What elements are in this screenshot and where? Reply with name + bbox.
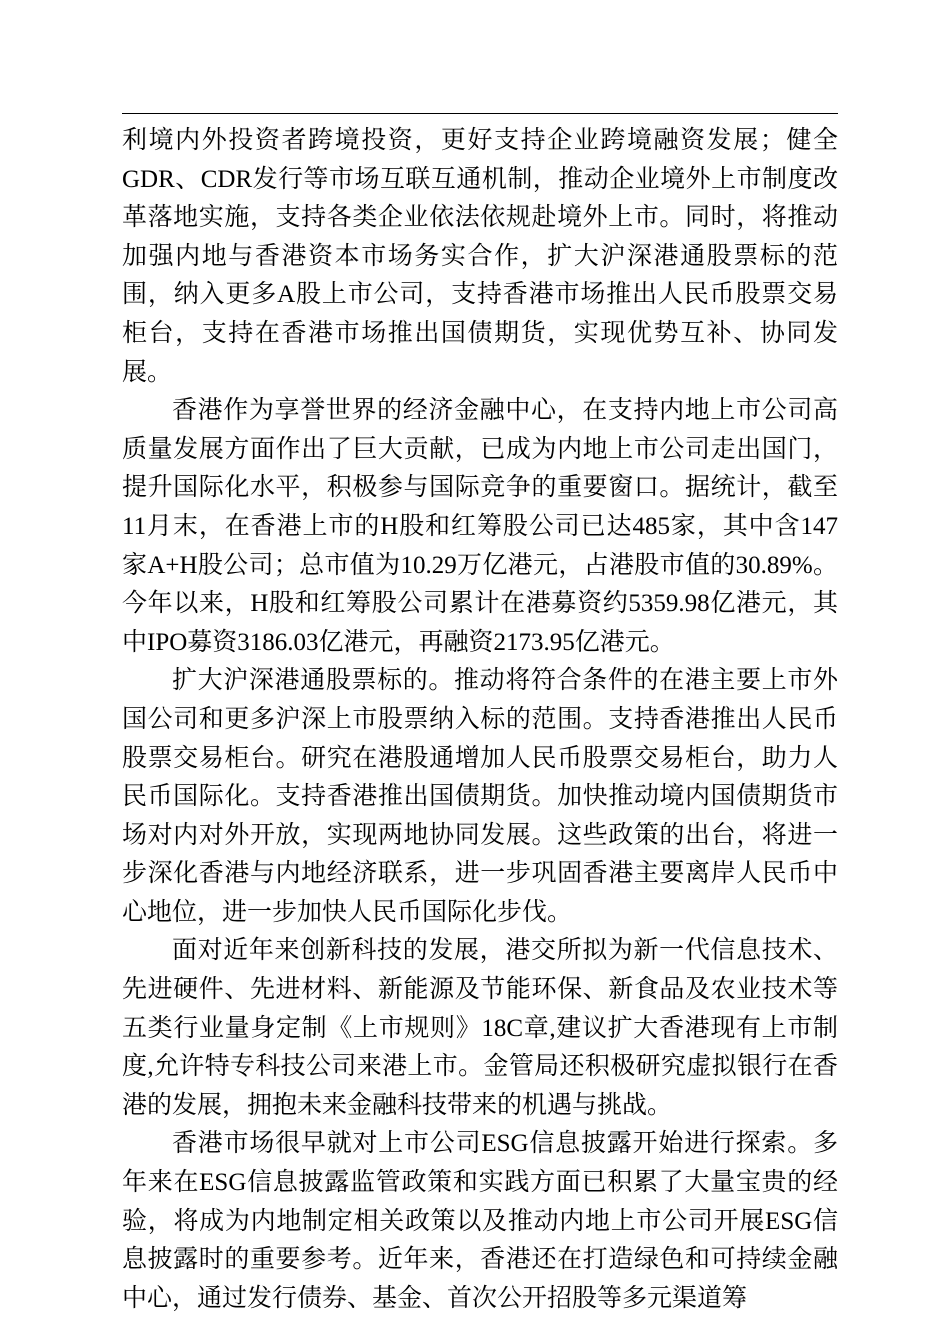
paragraph-continued: 利境内外投资者跨境投资，更好支持企业跨境融资发展；健全GDR、CDR发行等市场互联互通机制，推动企业境外上市制度改革落地实施，支持各类企业依法依规赴境外上市。同时，将推动加强内地与香港资本市场务实合作，扩大沪深港通股票标的范围，纳入更多A股上市公司，支持香港市场推出人民币股票交易柜台，支持在香港市场推出国债期货，实现优势互补、协同发展。	[122, 127, 838, 386]
paragraph-esg-disclosure: 香港市场很早就对上市公司ESG信息披露开始进行探索。多年来在ESG信息披露监管政策和实践方面已积累了大量宝贵的经验，将成为内地制定相关政策以及推动内地上市公司开展ESG信息披露时的重要参考。近年来，香港还在打造绿色和可持续金融中心，通过发行债券、基金、首次公开招股等多元渠道筹	[122, 1130, 838, 1312]
paragraph-hk-financial-center: 香港作为享誉世界的经济金融中心，在支持内地上市公司高质量发展方面作出了巨大贡献，已成为内地上市公司走出国门，提升国际化水平，积极参与国际竞争的重要窗口。据统计，截至11月末，在香港上市的H股和红筹股公司已达485家，其中含147家A+H股公司；总市值为10.29万亿港元，占港股市值的30.89%。今年以来，H股和红筹股公司累计在港募资约5359.98亿港元，其中IPO募资3186.03亿港元，再融资2173.95亿港元。	[122, 397, 838, 656]
paragraph-connect-expansion: 扩大沪深港通股票标的。推动将符合条件的在港主要上市外国公司和更多沪深上市股票纳入标的范围。支持香港推出人民币股票交易柜台。研究在港股通增加人民币股票交易柜台，助力人民币国际化。支持香港推出国债期货。加快推动境内国债期货市场对内对外开放，实现两地协同发展。这些政策的出台，将进一步深化香港与内地经济联系，进一步巩固香港主要离岸人民币中心地位，进一步加快人民币国际化步伐。	[122, 667, 838, 926]
paragraph-innovation-tech: 面对近年来创新科技的发展，港交所拟为新一代信息技术、先进硬件、先进材料、新能源及节能环保、新食品及农业技术等五类行业量身定制《上市规则》18C章,建议扩大香港现有上市制度,允许特专科技公司来港上市。金管局还积极研究虚拟银行在香港的发展，拥抱未来金融科技带来的机遇与挑战。	[122, 937, 838, 1119]
document-body	[122, 122, 838, 1318]
header-rule	[122, 113, 838, 114]
